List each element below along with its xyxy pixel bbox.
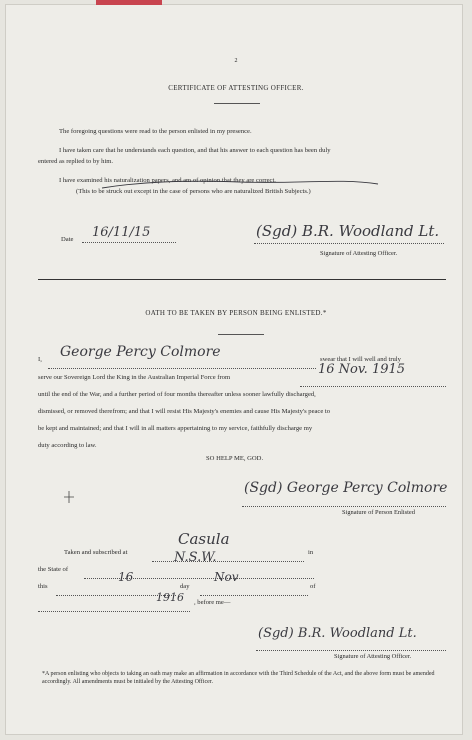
this-label: this <box>38 583 48 590</box>
red-tab-marker <box>96 0 162 5</box>
enlistee-signature: (Sgd) George Percy Colmore <box>244 480 448 496</box>
page-number: 2 <box>234 58 238 64</box>
oath-title: OATH TO BE TAKEN BY PERSON BEING ENLISTED.* <box>145 309 327 317</box>
subscribed-day: 16 <box>118 570 134 584</box>
footnote: *A person enlisting who objects to taking an oath may make an affirmation in accordance with the Third Schedule of the Act, and the above form must be amended accordingly. All amendments must be initialed by the Attesting Officer. <box>42 671 435 685</box>
certificate-line-2a: I have taken care that he understands each question, and that his answer to each question has been duly <box>59 147 331 154</box>
certificate-line-1: The foregoing questions were read to the person enlisted in my presence. <box>59 128 252 135</box>
subscribed-state: N.S.W. <box>174 550 217 565</box>
of-label: of <box>310 583 316 590</box>
signature-dotted-line <box>254 236 444 244</box>
witness-signature-caption: Signature of Attesting Officer. <box>334 653 412 660</box>
taken-subscribed-label: Taken and subscribed at <box>64 549 128 556</box>
section-divider <box>38 279 446 280</box>
certificate-line-3: I have examined his naturalization papers, and am of opinion that they are correct. <box>59 177 276 184</box>
oath-line-2: serve our Sovereign Lord the King in the Australian Imperial Force from <box>38 374 231 381</box>
in-label: in <box>308 549 314 556</box>
enlistment-date: 16 Nov. 1915 <box>318 362 406 377</box>
oath-title-rule <box>218 334 264 335</box>
before-label: , before me— <box>194 599 231 606</box>
enlistee-name: George Percy Colmore <box>60 344 221 360</box>
oath-line-3: until the end of the War, and a further period of four months thereafter unless sooner lawfully discharged, <box>38 391 316 398</box>
certificate-date: 16/11/15 <box>92 225 151 240</box>
certificate-line-4: (This to be struck out except in the case of persons who are naturalized British Subjects.) <box>76 188 311 195</box>
oath-line-4: dismissed, or removed therefrom; and that I will resist His Majesty's enemies and cause His Majesty's peace to <box>38 408 331 415</box>
oath-line-5: be kept and maintained; and that I will in all matters appertaining to my service, faithfully discharge my <box>38 425 313 432</box>
date-dotted-line <box>82 235 176 243</box>
certificate-title: CERTIFICATE OF ATTESTING OFFICER. <box>168 84 304 92</box>
subscribed-month: Nov <box>214 570 239 584</box>
strike-through-mark <box>100 170 380 196</box>
witness-signature: (Sgd) B.R. Woodland Lt. <box>258 626 417 641</box>
name-dotted-line <box>48 361 316 369</box>
attesting-officer-signature: (Sgd) B.R. Woodland Lt. <box>256 222 440 240</box>
subscribed-year: 1916 <box>156 591 184 604</box>
day-label: day <box>180 583 190 590</box>
from-date-dotted-line <box>300 379 446 387</box>
month-dotted-line <box>200 588 308 596</box>
year-dotted-line <box>38 604 190 612</box>
certificate-line-2b: entered as replied to by him. <box>38 158 114 165</box>
date-label: Date <box>61 236 74 243</box>
attesting-officer-caption: Signature of Attesting Officer. <box>320 250 398 257</box>
oath-line-6: duty according to law. <box>38 442 97 449</box>
state-label: the State of <box>38 566 69 573</box>
oath-closing: SO HELP ME, GOD. <box>206 455 264 462</box>
title-rule <box>214 103 260 104</box>
enlistee-signature-dotted-line <box>242 499 446 507</box>
enlistee-signature-caption: Signature of Person Enlisted <box>342 509 415 516</box>
pencil-mark <box>62 490 76 504</box>
subscribed-place: Casula <box>178 530 230 548</box>
oath-swear: swear that I will well and truly <box>320 356 401 363</box>
witness-signature-dotted-line <box>256 643 446 651</box>
oath-prefix: I, <box>38 356 42 363</box>
